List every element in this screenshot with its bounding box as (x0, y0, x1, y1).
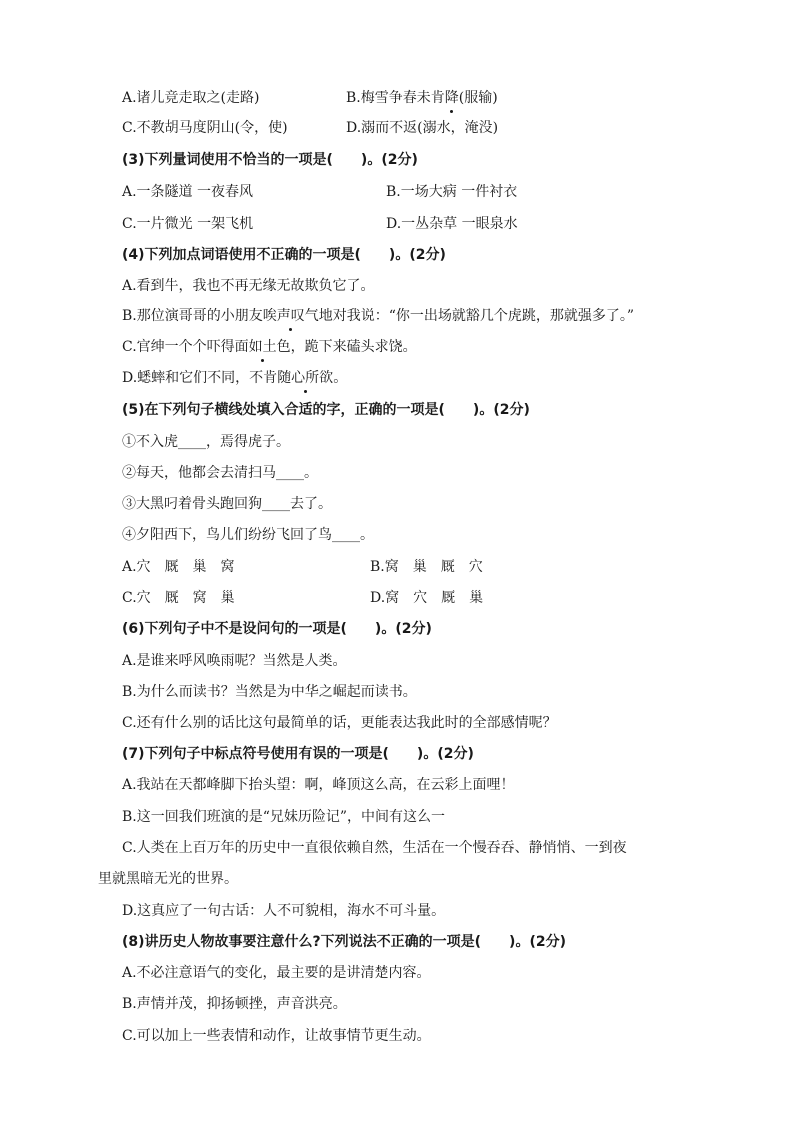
q2-option-b: B.梅雪争春未肯降(服输) (346, 90, 498, 106)
q2-option-a: A.诸儿竞走取之(走路) (122, 90, 260, 106)
q3-stem: (3)下列量词使用不恰当的一项是( )。(2分) (122, 152, 418, 168)
q8-option-b: B.声情并茂，抑扬顿挫，声音洪亮。 (122, 996, 347, 1012)
q5-option-a: A.穴 厩 巢 窝 (122, 559, 235, 575)
emphasis-words: 面如土色 (234, 339, 291, 355)
q2-option-d: D.溺而不返(溺水，淹没) (346, 120, 499, 136)
emphasis-words: 随心所欲 (277, 370, 334, 386)
q5-option-d: D.窝 穴 厩 巢 (370, 590, 484, 606)
q8-option-c: C.可以加上一些表情和动作，让故事情节更生动。 (122, 1028, 431, 1044)
q5-option-c: C.穴 厩 窝 巢 (122, 590, 235, 606)
q7-stem: (7)下列句子中标点符号使用有误的一项是( )。(2分) (122, 746, 474, 762)
q7-option-b: B.这一回我们班演的是“兄妹历险记”，中间有这么一 (122, 809, 446, 825)
q5-stem: (5)在下列句子横线处填入合适的字，正确的一项是( )。(2分) (122, 402, 530, 418)
q6-option-c: C.还有什么别的话比这句最简单的话，更能表达我此时的全部感情呢？ (122, 715, 557, 731)
q7-option-c-continued: 里就黑暗无光的世界。 (98, 871, 238, 887)
q7-option-c: C.人类在上百万年的历史中一直很依赖自然，生活在一个慢吞吞、静悄悄、一到夜 (122, 840, 627, 856)
q4-option-c: C.官绅一个个吓得面如土色，跪下来磕头求饶。 (122, 339, 417, 355)
q5-sentence-1: ①不入虎____，焉得虎子。 (122, 434, 290, 450)
q3-option-d: D.一丛杂草 一眼泉水 (386, 216, 518, 232)
q5-sentence-4: ④夕阳西下，鸟儿们纷纷飞回了鸟____。 (122, 527, 374, 543)
q2-option-c: C.不教胡马度阴山(令，使) (122, 120, 288, 136)
q4-stem: (4)下列加点词语使用不正确的一项是( )。(2分) (122, 247, 446, 263)
q5-option-b: B.窝 巢 厩 穴 (370, 559, 483, 575)
q6-option-b: B.为什么而读书？当然是为中华之崛起而读书。 (122, 684, 417, 700)
q6-stem: (6)下列句子中不是设问句的一项是( )。(2分) (122, 621, 432, 637)
q5-sentence-2: ②每天，他都会去清扫马____。 (122, 465, 318, 481)
q5-sentence-3: ③大黑叼着骨头跑回狗____去了。 (122, 496, 332, 512)
q4-option-b: B.那位演哥哥的小朋友唉声叹气地对我说：“你一出场就豁几个虎跳，那就强多了。” (122, 308, 635, 324)
q4-option-d: D.蟋蟀和它们不同，不肯随心所欲。 (122, 370, 348, 386)
q3-option-b: B.一场大病 一件衬衣 (386, 184, 518, 200)
q8-option-a: A.不必注意语气的变化，最主要的是讲清楚内容。 (122, 965, 431, 981)
q7-option-a: A.我站在天都峰脚下抬头望：啊，峰顶这么高，在云彩上面哩！ (122, 777, 515, 793)
emphasis-char: 降 (444, 90, 459, 106)
q6-option-a: A.是谁来呼风唤雨呢？当然是人类。 (122, 653, 347, 669)
q3-option-a: A.一条隧道 一夜春风 (122, 184, 254, 200)
q7-option-d: D.这真应了一句古话：人不可貌相，海水不可斗量。 (122, 903, 446, 919)
emphasis-words: 唉声叹气 (262, 308, 319, 324)
q4-option-a: A.看到牛，我也不再无缘无故欺负它了。 (122, 278, 375, 294)
q3-option-c: C.一片微光 一架飞机 (122, 216, 254, 232)
q8-stem: (8)讲历史人物故事要注意什么?下列说法不正确的一项是( )。(2分) (122, 934, 566, 950)
